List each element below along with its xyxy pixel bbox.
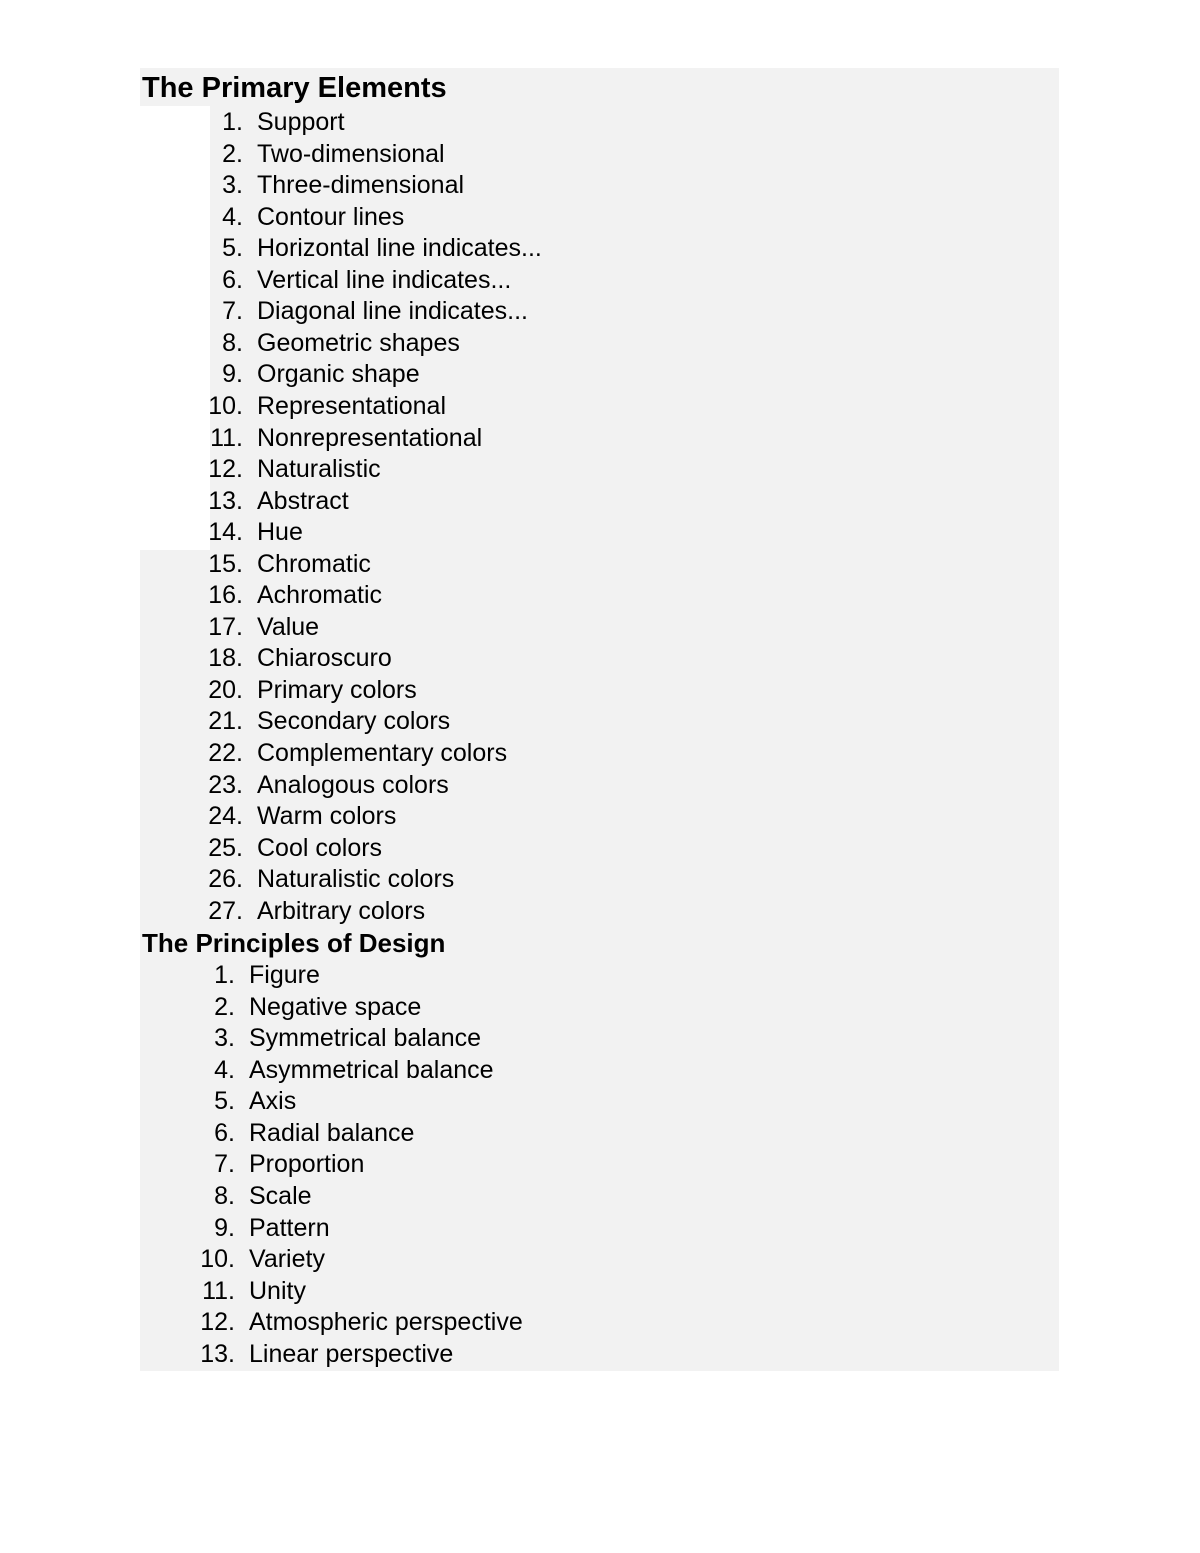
list-item-text: Analogous colors bbox=[257, 770, 449, 799]
list-item-number: 24. bbox=[208, 802, 243, 831]
list-item-text: Abstract bbox=[257, 486, 349, 515]
list-item-text: Unity bbox=[249, 1276, 306, 1305]
list-item-number: 4. bbox=[222, 202, 243, 231]
list-item-text: Two-dimensional bbox=[257, 139, 445, 168]
list-item-text: Three-dimensional bbox=[257, 171, 465, 200]
list-item-text: Support bbox=[257, 108, 345, 136]
list-item-number: 16. bbox=[208, 581, 243, 610]
list-item-text: Nonrepresentational bbox=[257, 423, 483, 452]
list-item-text: Diagonal line indicates... bbox=[257, 297, 528, 326]
list-item-number: 22. bbox=[208, 739, 243, 767]
list-item-text: Scale bbox=[249, 1182, 312, 1211]
list-item-text: Asymmetrical balance bbox=[249, 1055, 494, 1084]
list-item-number: 5. bbox=[222, 234, 243, 263]
list-item-text: Naturalistic bbox=[257, 455, 381, 484]
list-item-text: Value bbox=[257, 612, 320, 641]
list-item-number: 20. bbox=[208, 675, 243, 704]
section-heading-primary-elements: The Primary Elements bbox=[142, 72, 447, 104]
list-item-number: 6. bbox=[222, 265, 243, 294]
list-item-text: Secondary colors bbox=[257, 707, 451, 736]
list-item-number: 8. bbox=[214, 1182, 235, 1211]
list-item-text: Organic shape bbox=[257, 360, 420, 389]
list-item-number: 9. bbox=[222, 360, 243, 389]
list-item-text: Chromatic bbox=[257, 549, 371, 578]
list-item-text: Figure bbox=[249, 961, 320, 989]
list-item-number: 6. bbox=[214, 1118, 235, 1147]
list-item-number: 7. bbox=[214, 1150, 235, 1179]
list-item-number: 14. bbox=[208, 518, 243, 547]
list-item-number: 12. bbox=[208, 455, 243, 484]
list-item-text: Pattern bbox=[249, 1213, 330, 1242]
list-item-number: 4. bbox=[214, 1055, 235, 1084]
list-item-text: Cool colors bbox=[257, 833, 383, 862]
list-item-text: Arbitrary colors bbox=[257, 896, 426, 925]
list-item-number: 10. bbox=[200, 1245, 235, 1274]
list-item-text: Radial balance bbox=[249, 1118, 415, 1147]
list-item-text: Geometric shapes bbox=[257, 328, 460, 357]
list-item-number: 8. bbox=[222, 328, 243, 357]
list-item-number: 26. bbox=[208, 865, 243, 894]
list-item-number: 3. bbox=[214, 1024, 235, 1053]
list-item-number: 11. bbox=[202, 1276, 235, 1305]
list-item-number: 2. bbox=[222, 139, 243, 168]
list-item-number: 25. bbox=[208, 833, 243, 862]
list-item-text: Atmospheric perspective bbox=[249, 1308, 523, 1337]
list-item-text: Vertical line indicates... bbox=[257, 265, 512, 294]
list-item-text: Symmetrical balance bbox=[249, 1024, 482, 1053]
list-item-number: 11. bbox=[210, 423, 243, 452]
list-item-number: 17. bbox=[208, 612, 243, 641]
list-item-number: 27. bbox=[208, 896, 243, 925]
list-item-text: Achromatic bbox=[257, 581, 383, 610]
list-item-number: 1. bbox=[222, 108, 243, 136]
list-item-text: Negative space bbox=[249, 992, 422, 1021]
list-item-text: Horizontal line indicates... bbox=[257, 234, 542, 263]
list-item-text: Linear perspective bbox=[249, 1339, 454, 1368]
list-item-text: Chiaroscuro bbox=[257, 644, 392, 673]
list-item-number: 9. bbox=[214, 1213, 235, 1242]
list-item-text: Hue bbox=[257, 518, 303, 547]
list-item-number: 23. bbox=[208, 770, 243, 799]
list-item-number: 3. bbox=[222, 171, 243, 200]
list-item-text: Naturalistic colors bbox=[257, 865, 455, 894]
list-item-text: Warm colors bbox=[257, 802, 397, 831]
list-item-text: Proportion bbox=[249, 1150, 365, 1179]
list-item-number: 21. bbox=[208, 707, 243, 736]
list-item-number: 12. bbox=[200, 1308, 235, 1337]
list-item-number: 18. bbox=[208, 644, 243, 673]
section-heading-principles-of-design: The Principles of Design bbox=[142, 928, 446, 958]
list-item-text: Representational bbox=[257, 391, 447, 420]
list-item-number: 1. bbox=[214, 961, 235, 989]
list-item-text: Contour lines bbox=[257, 202, 405, 231]
list-item-number: 13. bbox=[208, 486, 243, 515]
list-item-number: 15. bbox=[208, 549, 243, 578]
list-item-text: Complementary colors bbox=[257, 739, 508, 767]
list-item-number: 7. bbox=[222, 297, 243, 326]
list-item-text: Primary colors bbox=[257, 675, 417, 704]
list-item-text: Variety bbox=[249, 1245, 325, 1274]
list-item-number: 10. bbox=[208, 391, 243, 420]
list-item-number: 13. bbox=[200, 1339, 235, 1368]
list-item-number: 5. bbox=[214, 1087, 235, 1116]
list-item-number: 2. bbox=[214, 992, 235, 1021]
list-item-text: Axis bbox=[249, 1087, 297, 1116]
